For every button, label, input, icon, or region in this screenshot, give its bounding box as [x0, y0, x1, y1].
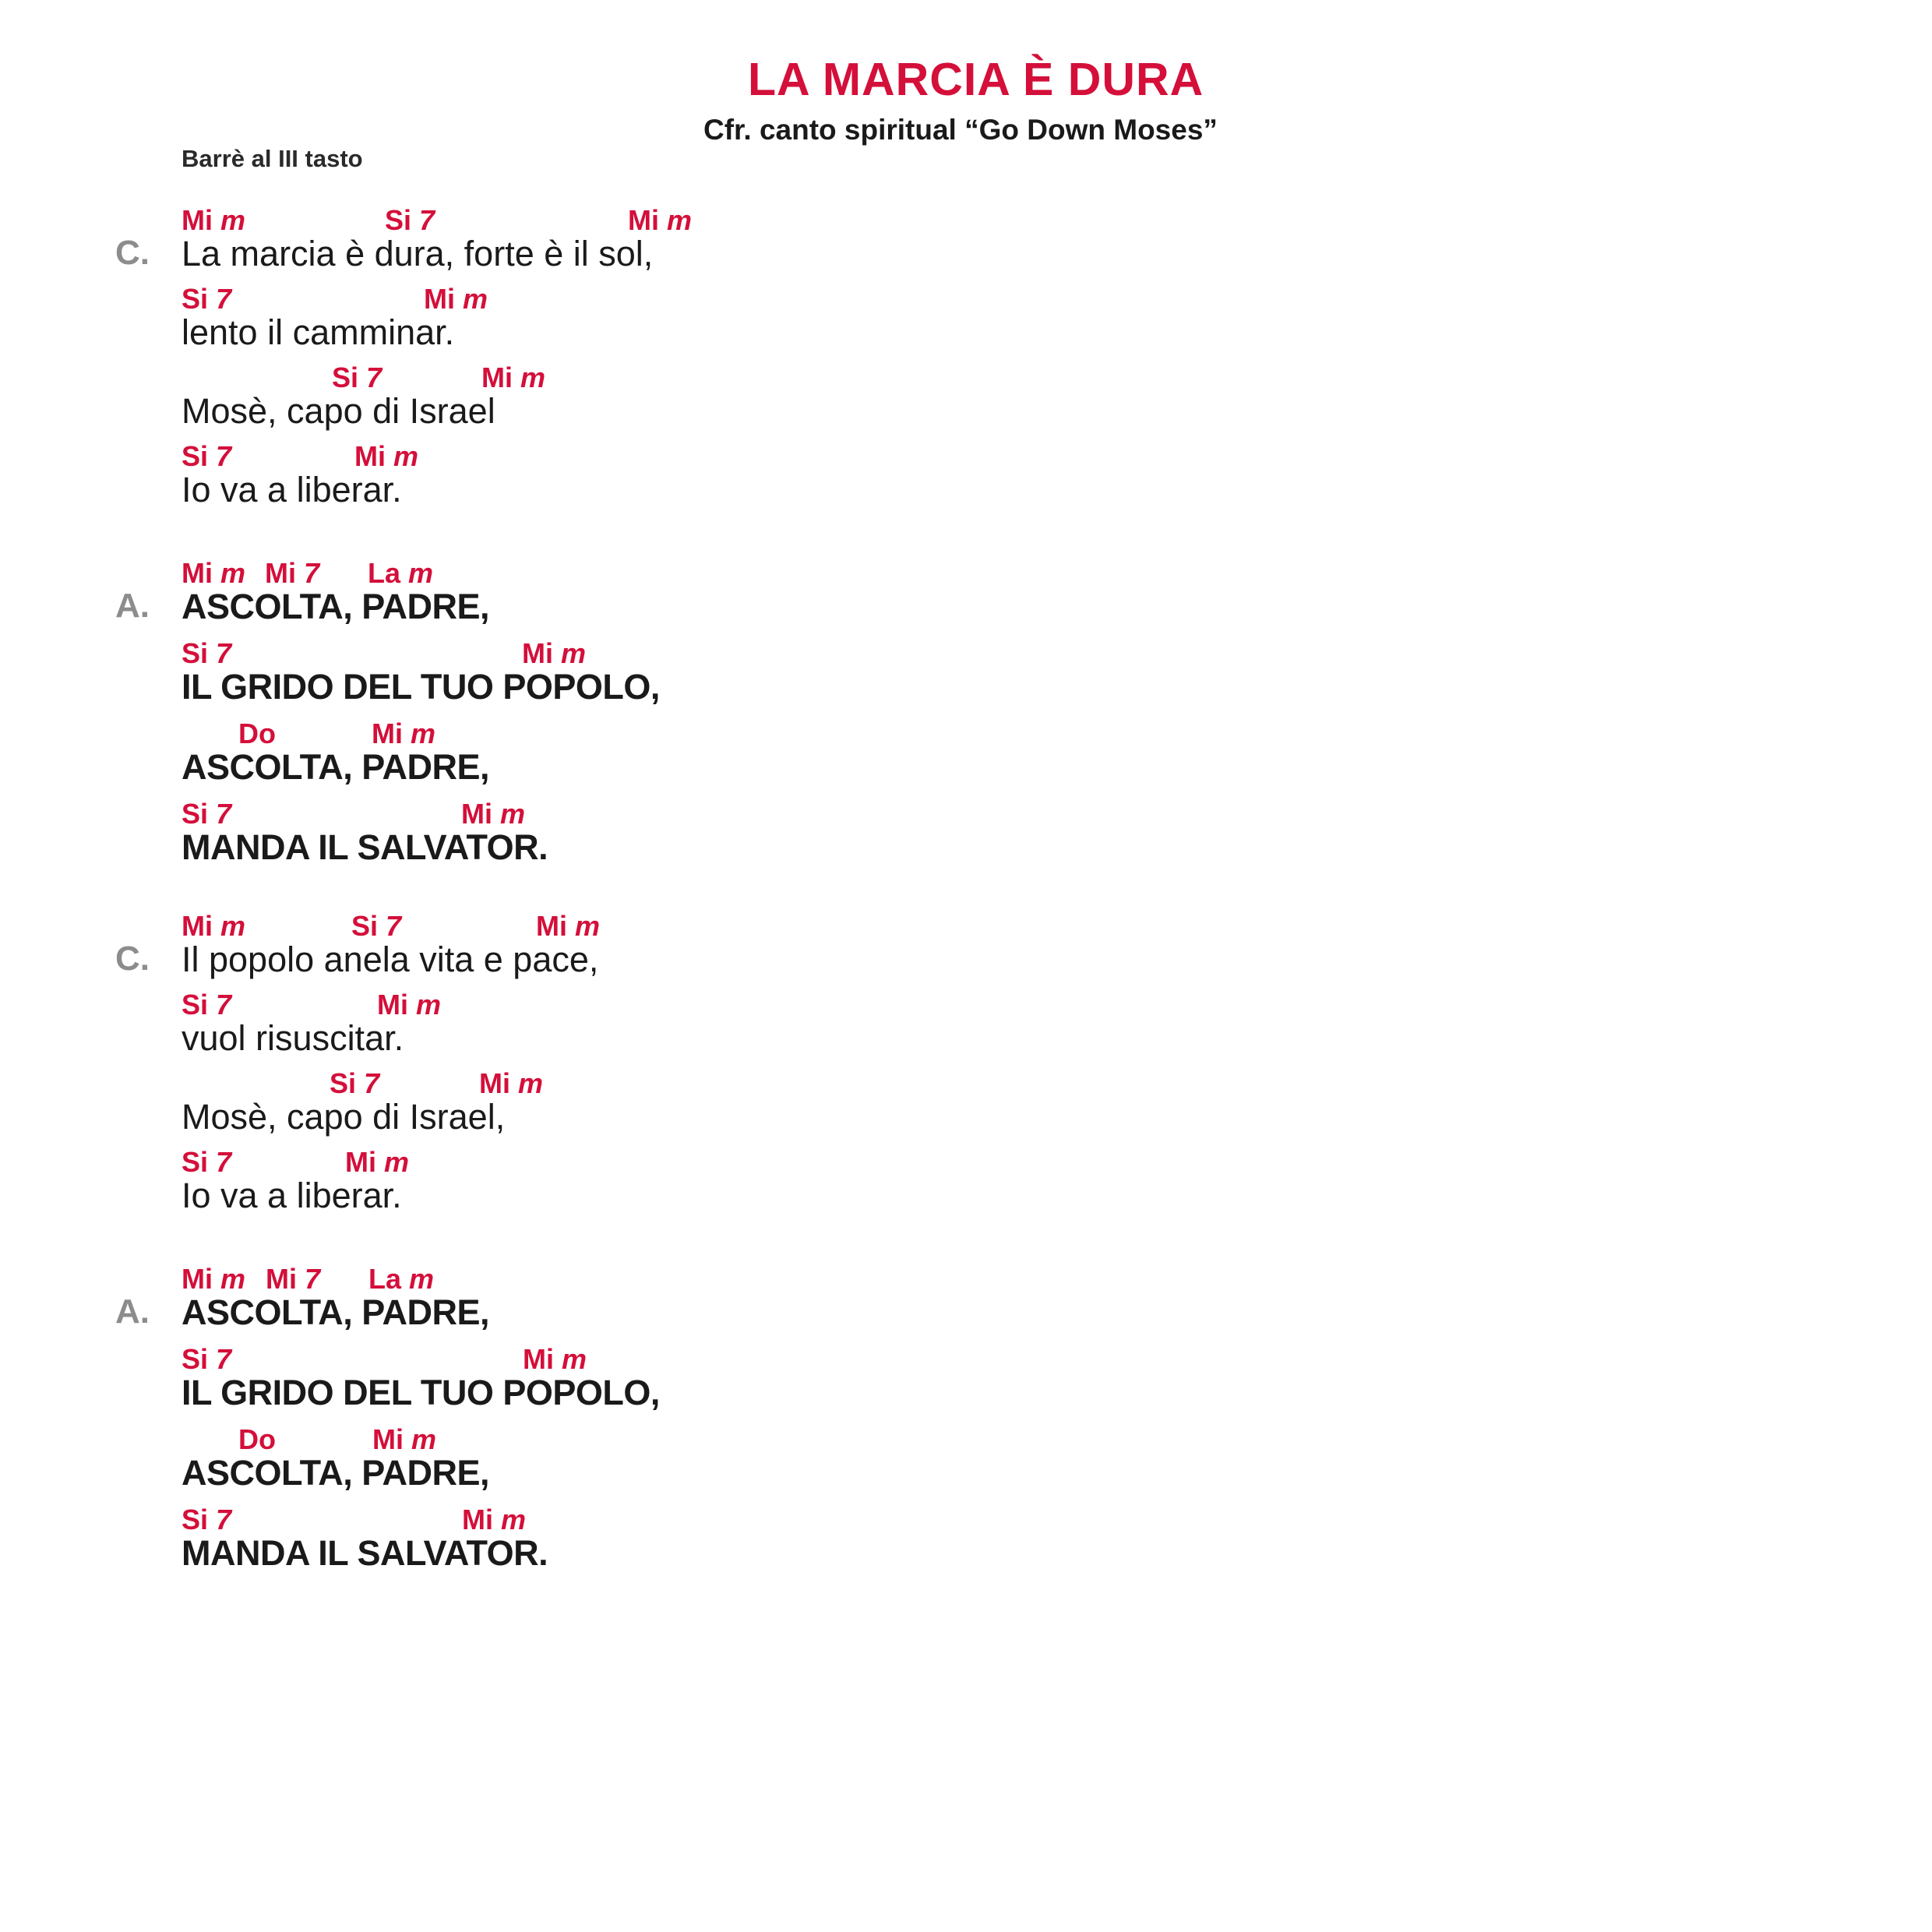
stanza-marker: C.	[115, 234, 150, 272]
chord: Si 7	[182, 637, 232, 669]
song-line	[182, 283, 883, 361]
chord: Si 7	[182, 798, 232, 830]
capo-note: Barrè al III tasto	[182, 145, 363, 172]
song-line	[182, 1263, 883, 1341]
chord: Mi 7	[265, 557, 320, 589]
lyric-line: Mosè, capo di Israel	[182, 391, 495, 431]
chord: Mi m	[424, 283, 488, 315]
chord: Si 7	[182, 440, 232, 472]
lyric-line: Mosè, capo di Israel,	[182, 1097, 506, 1137]
chord: Mi m	[461, 798, 526, 830]
song-line	[182, 637, 883, 715]
song-line	[182, 989, 883, 1066]
chord: Si 7	[182, 989, 232, 1021]
stanza-marker: A.	[115, 1292, 150, 1331]
song-line	[182, 440, 883, 518]
song-line	[182, 910, 883, 988]
lyric-line: lento il camminar.	[182, 312, 455, 352]
song-line	[182, 204, 883, 282]
song-line	[182, 798, 883, 876]
lyric-line: vuol risuscitar.	[182, 1018, 404, 1058]
chord: Mi m	[628, 204, 693, 236]
chord: Mi m	[536, 910, 601, 942]
lyric-line: Io va a liberar.	[182, 1176, 402, 1215]
chord: La m	[368, 1263, 435, 1295]
song-line	[182, 1423, 883, 1501]
chord: Mi m	[182, 204, 246, 236]
chord: La m	[368, 557, 434, 589]
song-line	[182, 1146, 883, 1224]
chord: Mi m	[481, 361, 546, 393]
song-line	[182, 1343, 883, 1421]
lyric-line: ASCOLTA, PADRE,	[182, 587, 489, 626]
chord: Mi m	[462, 1504, 527, 1535]
lyric-line: IL GRIDO DEL TUO POPOLO,	[182, 667, 660, 707]
chord: Do	[238, 717, 276, 749]
chord: Mi m	[372, 1423, 437, 1455]
chord: Si 7	[351, 910, 402, 942]
song-line	[182, 361, 883, 439]
chord: Do	[238, 1423, 276, 1455]
lyric-line: MANDA IL SALVATOR.	[182, 1533, 548, 1573]
song-title: LA MARCIA È DURA	[748, 54, 1204, 105]
song-line	[182, 557, 883, 635]
chord: Mi 7	[266, 1263, 321, 1295]
lyric-line: ASCOLTA, PADRE,	[182, 1453, 489, 1493]
chord: Mi m	[372, 717, 436, 749]
chord: Mi m	[354, 440, 419, 472]
song-line	[182, 1067, 883, 1145]
stanza-marker: C.	[115, 940, 150, 978]
chord: Si 7	[385, 204, 435, 236]
chord: Si 7	[182, 1343, 232, 1375]
lyric-line: IL GRIDO DEL TUO POPOLO,	[182, 1373, 660, 1412]
chord: Mi m	[479, 1067, 544, 1099]
chord: Si 7	[182, 1504, 232, 1535]
chord: Mi m	[522, 637, 587, 669]
chord: Si 7	[330, 1067, 380, 1099]
lyric-line: ASCOLTA, PADRE,	[182, 747, 489, 787]
lyric-line: Il popolo anela vita e pace,	[182, 940, 599, 979]
lyric-line: MANDA IL SALVATOR.	[182, 827, 548, 867]
lyric-line: La marcia è dura, forte è il sol,	[182, 234, 654, 273]
chord: Mi m	[523, 1343, 587, 1375]
chord: Mi m	[377, 989, 442, 1021]
chord: Si 7	[182, 283, 232, 315]
lyric-line: Io va a liberar.	[182, 470, 402, 509]
chord: Si 7	[182, 1146, 232, 1178]
song-subtitle: Cfr. canto spiritual “Go Down Moses”	[703, 114, 1218, 146]
song-line	[182, 1504, 883, 1581]
chord: Mi m	[345, 1146, 410, 1178]
lyric-line: ASCOLTA, PADRE,	[182, 1292, 489, 1332]
chord: Mi m	[182, 1263, 246, 1295]
song-line	[182, 717, 883, 795]
chord: Si 7	[332, 361, 383, 393]
chord: Mi m	[182, 557, 246, 589]
stanza-marker: A.	[115, 587, 150, 625]
chord: Mi m	[182, 910, 246, 942]
